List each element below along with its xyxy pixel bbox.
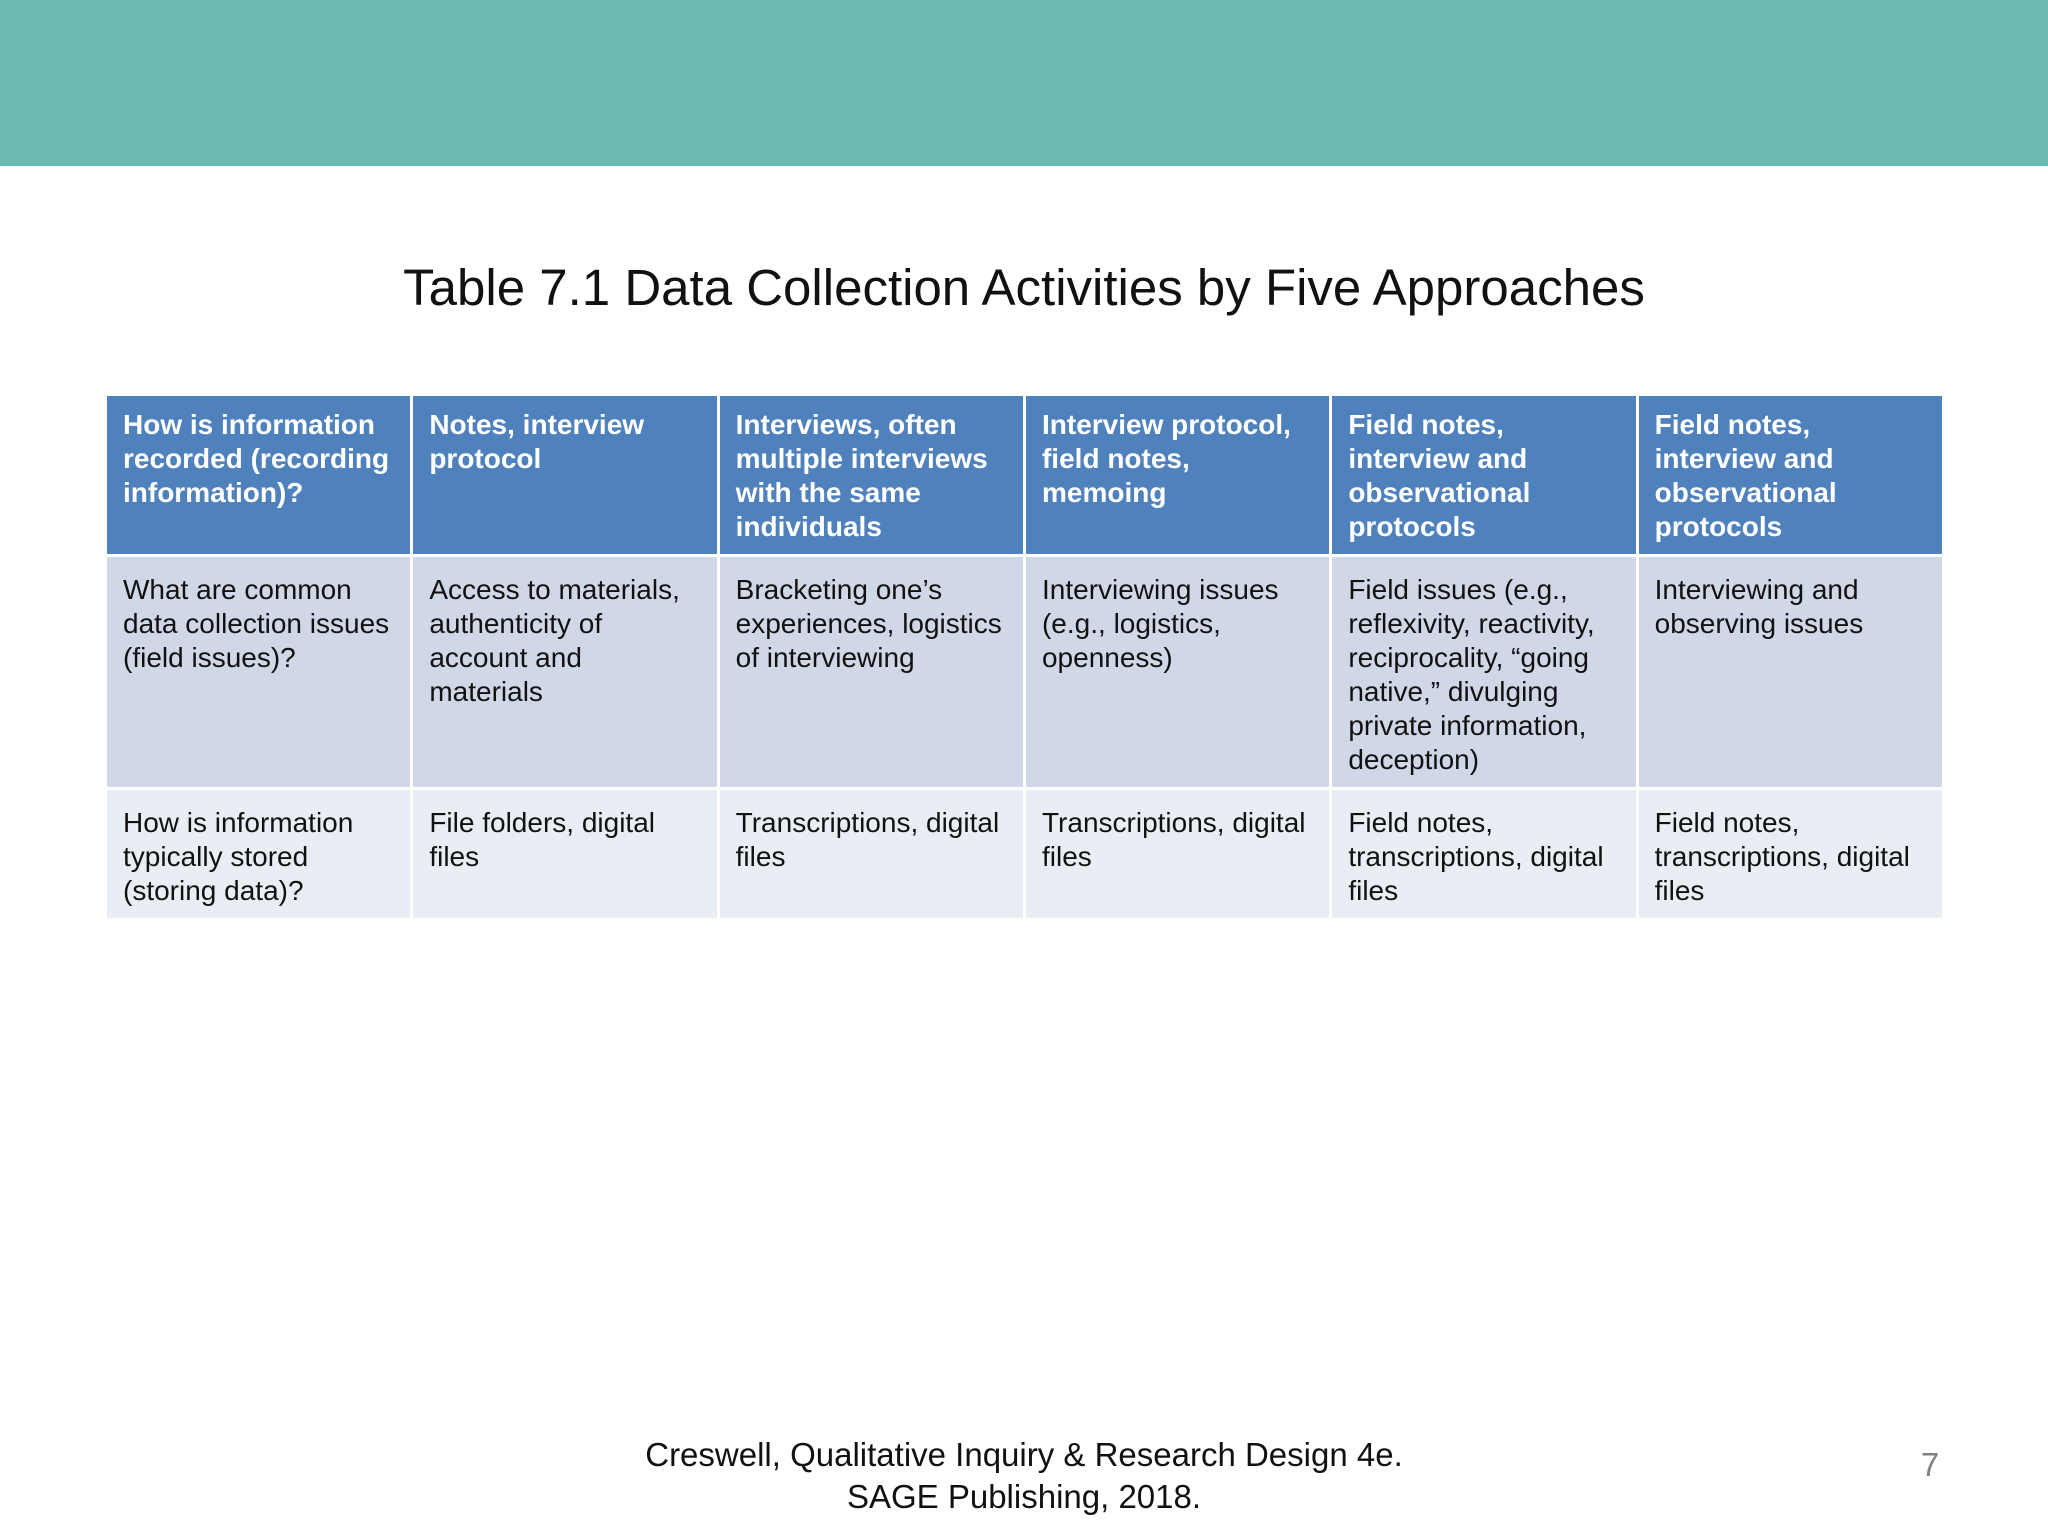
data-collection-table [104,393,1945,921]
table-cell: Bracketing one’s experiences, logistics of interviewing [718,556,1024,789]
top-color-band [0,0,2048,166]
page-number: 7 [1920,1446,1940,1483]
table-row [106,789,1944,920]
header-cell: Interviews, often multiple interviews with the same individuals [718,395,1024,556]
table-row [106,556,1944,789]
table-cell: Access to materials, authenticity of account and materials [412,556,718,789]
citation [0,1434,2048,1518]
citation-line-1: Creswell, Qualitative Inquiry & Research Design 4e. [645,1436,1403,1473]
header-cell: Field notes, interview and observational protocols [1637,395,1943,556]
table-cell: Interviewing issues (e.g., logistics, openness) [1024,556,1330,789]
citation-line-2: SAGE Publishing, 2018. [846,1478,1202,1515]
header-cell: How is information recorded (recording information)? [106,395,412,556]
table-cell: Field notes, transcriptions, digital files [1637,789,1943,920]
header-cell: Field notes, interview and observational protocols [1331,395,1637,556]
table-cell: Field issues (e.g., reflexivity, reactivity, reciprocality, “going native,” divulging private information, deception) [1331,556,1637,789]
table-cell: How is information typically stored (storing data)? [106,789,412,920]
header-cell: Interview protocol, field notes, memoing [1024,395,1330,556]
header-cell: Notes, interview protocol [412,395,718,556]
table-cell: File folders, digital files [412,789,718,920]
table-cell: Transcriptions, digital files [1024,789,1330,920]
table-cell: Field notes, transcriptions, digital files [1331,789,1637,920]
slide-title: Table 7.1 Data Collection Activities by Five Approaches [403,259,1645,316]
table-cell: What are common data collection issues (field issues)? [106,556,412,789]
table-header-row [106,395,1944,556]
table-cell: Interviewing and observing issues [1637,556,1943,789]
table-cell: Transcriptions, digital files [718,789,1024,920]
